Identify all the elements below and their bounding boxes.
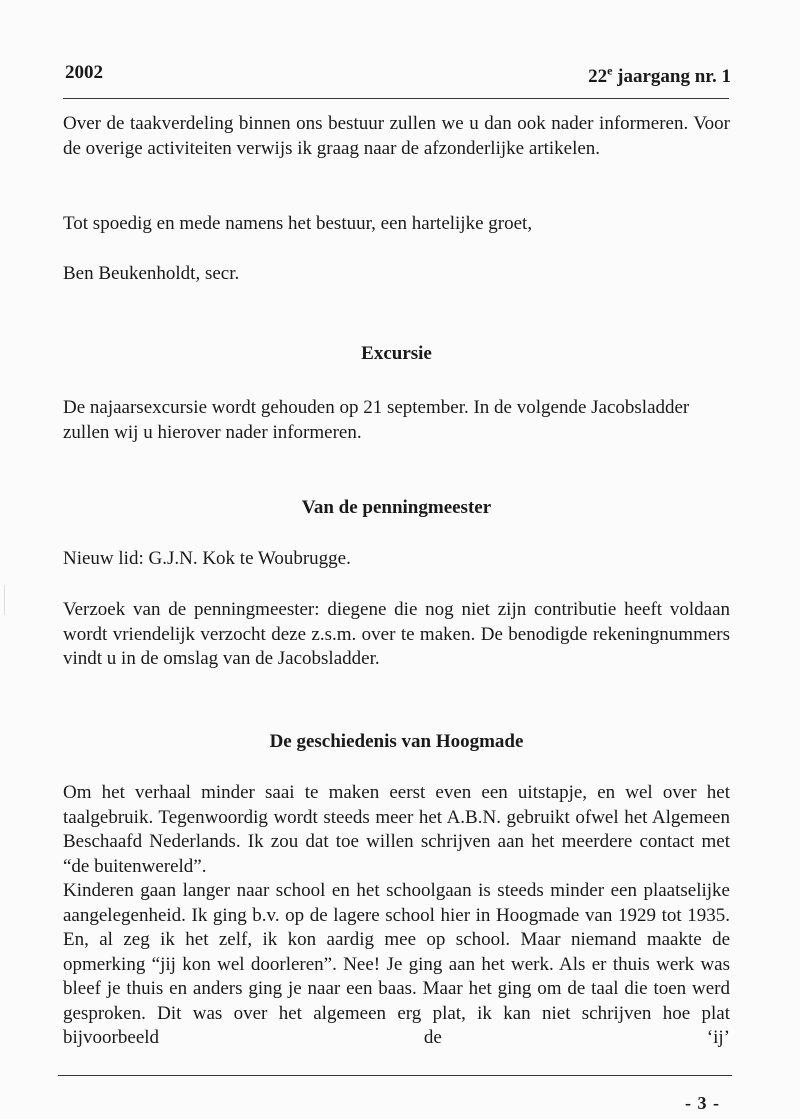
geschiedenis-paragraph-2: Kinderen gaan langer naar school en het schoolgaan is steeds minder een plaatselijke aangelegenheid. Ik ging b.v. op de lagere school hier in Hoogmade van 1929 tot 1935. En, al zeg ik het zelf, ik kon aardig mee op school. Maar niemand maakte de opmerking “jij kon wel doorleren”. Nee! Je ging aan het werk. Als er thuis werk was bleef je thuis en anders ging je naar een baas. Maar het ging om de taal die toen werd gesproken. Dit was over het algemeen erg plat, ik kan niet schrijven hoe plat bijvoorbeeld de ‘ij’	[63, 880, 730, 1048]
scan-artifact	[4, 585, 5, 615]
penningmeester-heading: Van de penningmeester	[301, 497, 492, 518]
penningmeester-request: Verzoek van de penningmeester: diegene die nog niet zijn contributie heeft voldaan wordt vriendelijk verzocht deze z.s.m. over te maken. De benodigde rekeningnummers vindt u in de omslag van de Jacobsladder.	[63, 599, 730, 669]
header-year: 2002	[65, 62, 103, 83]
geschiedenis-heading: De geschiedenis van Hoogmade	[269, 731, 524, 752]
issue-number: 22	[588, 66, 608, 87]
issue-label: jaargang nr. 1	[612, 66, 731, 87]
header-divider	[63, 98, 729, 99]
header-issue	[588, 63, 731, 88]
excursie-paragraph: De najaarsexcursie wordt gehouden op 21 september. In de volgende Jacobsladder zullen wij u hierover nader informeren.	[63, 397, 690, 443]
footer-divider	[58, 1075, 732, 1076]
page-number: - 3 -	[685, 1093, 720, 1113]
signature: Ben Beukenholdt, secr.	[63, 263, 240, 284]
intro-paragraph: Over de taakverdeling binnen ons bestuur zullen we u dan ook nader informeren. Voor de overige activiteiten verwijs ik graag naar de afzonderlijke artikelen.	[63, 113, 730, 159]
geschiedenis-paragraph-1: Om het verhaal minder saai te maken eerst even een uitstapje, en wel over het taalgebruik. Tegenwoordig wordt steeds meer het A.B.N. gebruikt ofwel het Algemeen Beschaafd Nederlands. Ik zou dat toe willen schrijven aan het meerdere contact met “de buitenwereld”.	[63, 782, 730, 877]
excursie-heading: Excursie	[361, 343, 432, 364]
page-header	[63, 62, 731, 92]
issue-superscript: e	[607, 63, 613, 78]
closing-greeting: Tot spoedig en mede namens het bestuur, een hartelijke groet,	[63, 213, 533, 234]
new-member: Nieuw lid: G.J.N. Kok te Woubrugge.	[63, 548, 351, 569]
